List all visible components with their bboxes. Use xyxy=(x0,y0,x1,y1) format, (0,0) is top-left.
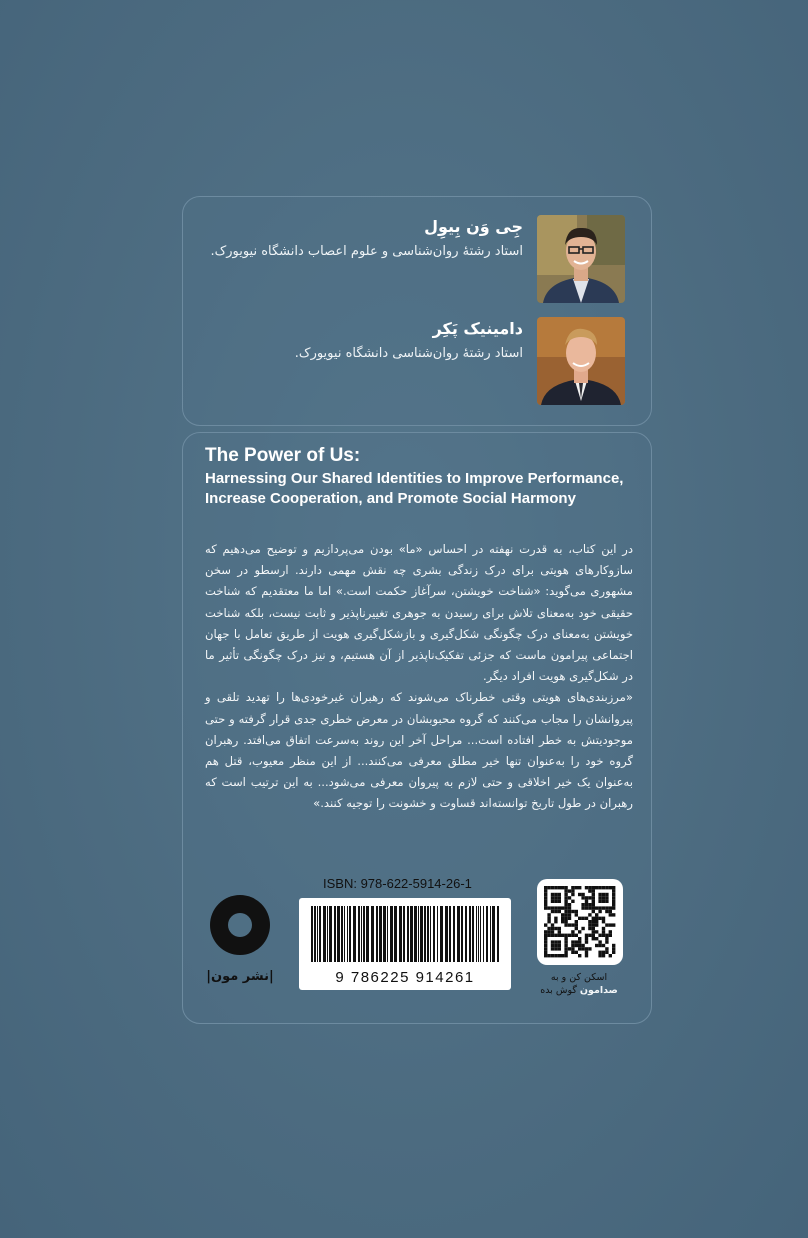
author-bio-1: استاد رشتهٔ روان‌شناسی و علوم اعصاب دانشگاه نیویورک. xyxy=(210,244,523,259)
qr-caption-brand: صدامون xyxy=(579,985,618,996)
book-info-panel xyxy=(182,432,652,1024)
english-title-subtitle: Harnessing Our Shared Identities to Improve Performance, Increase Cooperation, and Promote Social Harmony xyxy=(205,470,624,507)
barcode xyxy=(299,898,511,990)
barcode-number: 9 786225 914261 xyxy=(335,969,475,986)
author-photo-1 xyxy=(537,215,625,303)
qr-caption xyxy=(529,971,629,997)
qr-code xyxy=(537,879,623,965)
publisher-logo xyxy=(205,885,273,995)
book-description xyxy=(205,539,633,815)
publisher-name: |نشر مون| xyxy=(206,969,274,984)
barcode-bars xyxy=(299,898,511,968)
english-title-main: The Power of Us: xyxy=(205,445,361,466)
publisher-ring-icon xyxy=(205,885,275,965)
isbn-label: ISBN: 978-622-5914-26-1 xyxy=(323,876,472,891)
qr-code-icon xyxy=(537,879,623,965)
author-photo-2 xyxy=(537,317,625,405)
author-block-1 xyxy=(183,215,651,305)
description-paragraph-1: در این کتاب، به قدرت نهفته در احساس «ما» بودن می‌پردازیم و توضیح می‌دهیم که سازوکارهای هویتی برای درک زندگی بشری چه نقش مهمی دارند. ارسطو در سخن مشهوری می‌گوید: «شناخت خویشتن، سرآغاز حکمت است.» اما ما معتقدیم که شناخت حقیقی خود به‌معنای تلاش برای رسیدن به جوهری تغییرناپذیر و ثابت نیست، بلکه شناخت خویشتن به‌معنای درک چگونگی شکل‌گیری و بازشکل‌گیری هویت از طریق تعامل با جهان اجتماعی پیرامون ماست که جزئی تفکیک‌ناپذیر از آن هستیم، و نیز درک چگونگی تأثیر ما در شکل‌گیری هویت افراد دیگر. xyxy=(205,542,633,684)
qr-caption-line2: گوش بده xyxy=(540,985,577,996)
authors-panel xyxy=(182,196,652,426)
author-name-1: جِی وَن بِیوِل xyxy=(424,217,523,236)
author-bio-2: استاد رشتهٔ روان‌شناسی دانشگاه نیویورک. xyxy=(294,346,523,361)
english-title xyxy=(205,443,635,509)
qr-caption-line1: اسکن کن و به xyxy=(550,972,608,983)
author-name-2: دامینیک پَکِر xyxy=(432,319,523,338)
description-paragraph-2: «مرزبندی‌های هویتی وقتی خطرناک می‌شوند که رهبران غیرخودی‌ها را تهدید تلقی و پیروانشان را مجاب می‌کنند که گروه محبوبشان در معرض خطری جدی قرار گرفته و حتی موجودیتش به خطر افتاده است... مراحل آخر این روند به‌سرعت اتفاق می‌افتد. رهبران گروه خود را به‌عنوان تنها خیر مطلق معرفی می‌کنند... از این منظر معیوب، قتل هم به‌عنوان یک خیر اخلاقی و حتی لازم به پیروان معرفی می‌شود... به این ترتیب است که رهبران در طول تاریخ توانسته‌اند قساوت و خشونت را توجیه کنند.» xyxy=(205,690,633,811)
author-block-2 xyxy=(183,317,651,407)
